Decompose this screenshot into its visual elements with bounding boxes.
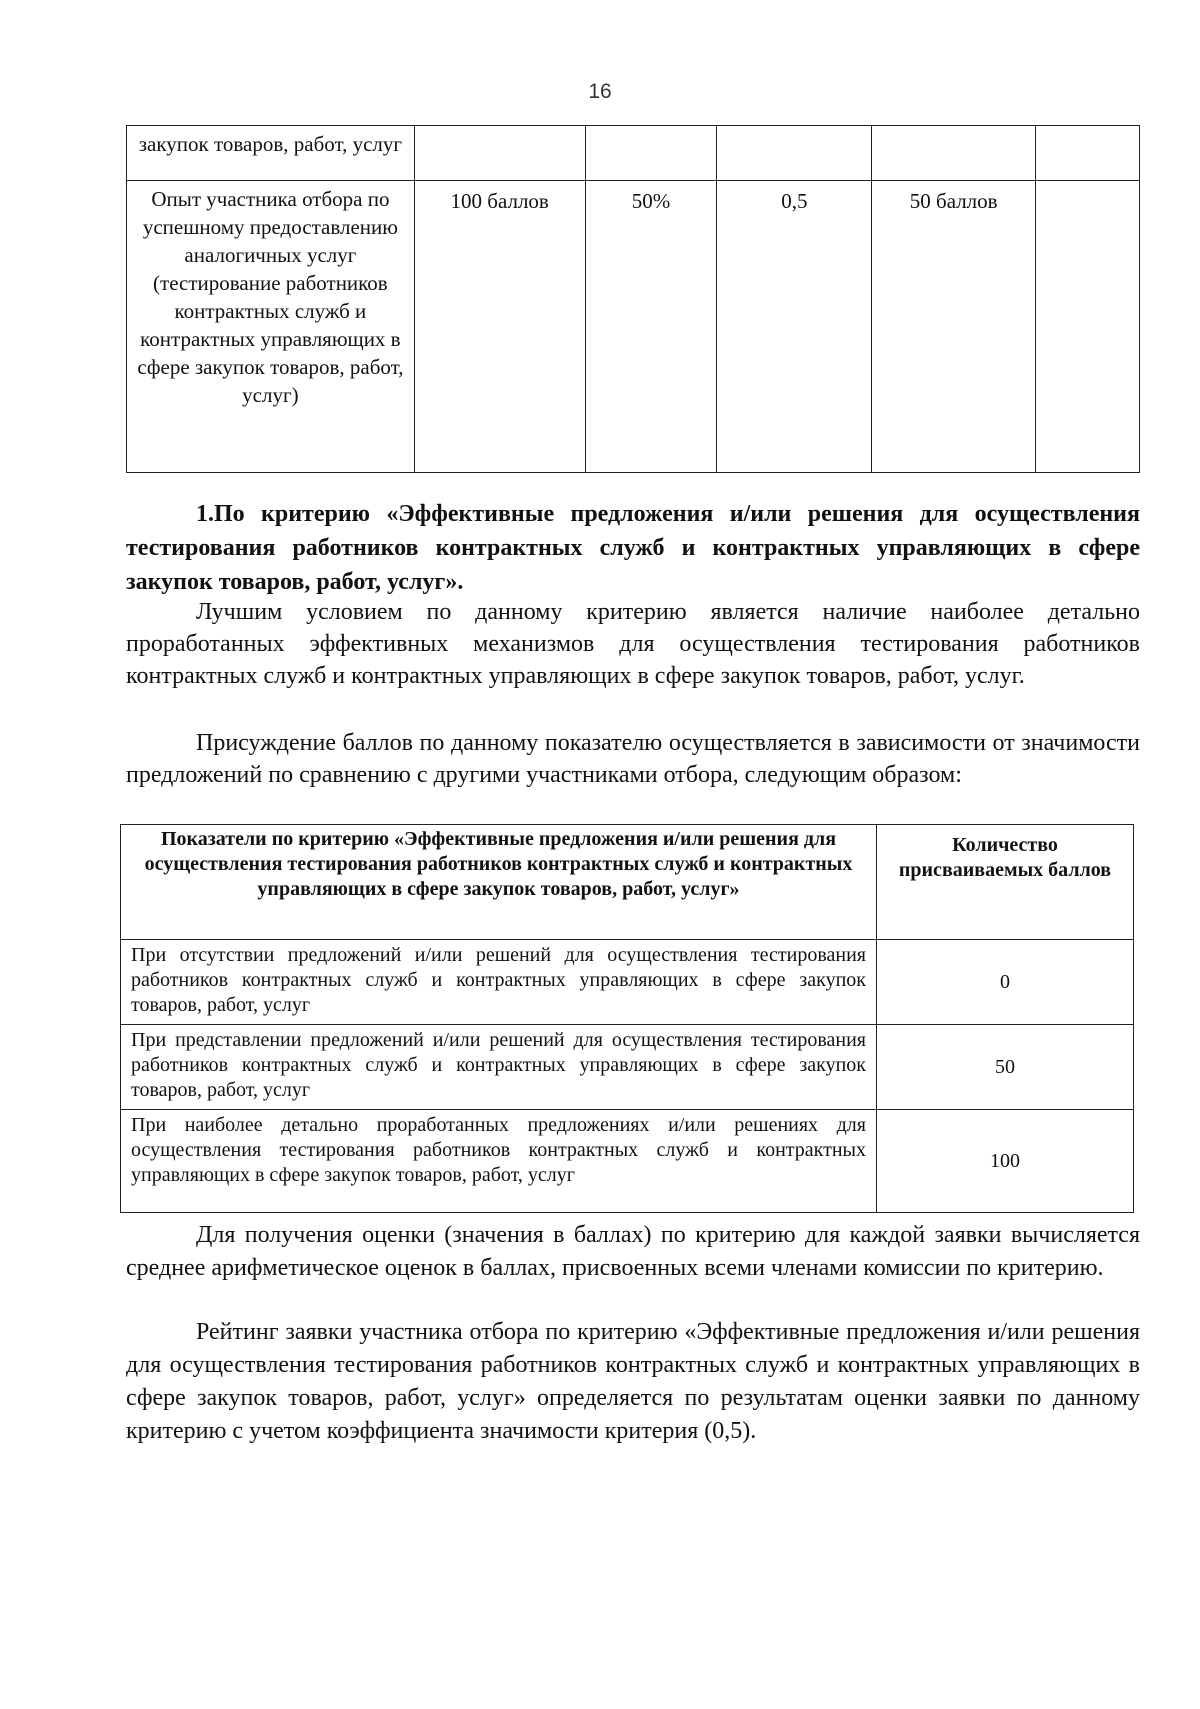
empty-cell <box>1036 181 1140 473</box>
indicator-header: Показатели по критерию «Эффективные предложения и/или решения для осуществления тестирования работников контрактных служб и контрактных управляющих в сфере закупок товаров, работ, услуг» <box>121 825 877 940</box>
indicator-description: При представлении предложений и/или решений для осуществления тестирования работников контрактных служб и контрактных управляющих в сфере закупок товаров, работ, услуг <box>121 1025 877 1110</box>
weight-percent-cell: 50% <box>585 181 717 473</box>
paragraph-rating: Рейтинг заявки участника отбора по критерию «Эффективные предложения и/или решения для осуществления тестирования работников контрактных служб и контрактных управляющих в сфере закупок товаров, работ, услуг» определяется по результатам оценки заявки по данному критерию с учетом коэффициента значимости критерия (0,5). <box>126 1319 1140 1444</box>
empty-cell <box>717 126 872 181</box>
points-value: 100 <box>877 1110 1134 1213</box>
table-row <box>127 126 1140 181</box>
table-row <box>127 181 1140 473</box>
section-heading: 1.По критерию «Эффективные предложения и/или решения для осуществления тестирования работников контрактных служб и контрактных управляющих в сфере закупок товаров, работ, услуг». <box>126 501 1140 595</box>
criterion-cell: Опыт участника отбора по успешному предоставлению аналогичных услуг (тестирование работников контрактных служб и контрактных управляющих в сфере закупок товаров, работ, услуг) <box>127 181 415 473</box>
criteria-table-continued <box>126 125 1140 473</box>
criterion-cell: закупок товаров, работ, услуг <box>127 126 415 181</box>
table-header-row <box>121 825 1134 940</box>
empty-cell <box>1036 126 1140 181</box>
indicator-description: При отсутствии предложений и/или решений для осуществления тестирования работников контрактных служб и контрактных управляющих в сфере закупок товаров, работ, услуг <box>121 940 877 1025</box>
page-number: 16 <box>588 80 612 103</box>
paragraph-scoring-intro: Присуждение баллов по данному показателю осуществляется в зависимости от значимости предложений по сравнению с другими участниками отбора, следующим образом: <box>126 730 1140 788</box>
coefficient-cell: 0,5 <box>717 181 872 473</box>
weighted-points-cell: 50 баллов <box>872 181 1036 473</box>
indicator-description: При наиболее детально проработанных предложениях и/или решениях для осуществления тестирования работников контрактных служб и контрактных управляющих в сфере закупок товаров, работ, услуг <box>121 1110 877 1213</box>
empty-cell <box>872 126 1036 181</box>
table-row <box>121 1025 1134 1110</box>
empty-cell <box>585 126 717 181</box>
table-row <box>121 940 1134 1025</box>
points-value: 50 <box>877 1025 1134 1110</box>
max-points-cell: 100 баллов <box>414 181 585 473</box>
table-row <box>121 1110 1134 1213</box>
paragraph-average-score: Для получения оценки (значения в баллах) по критерию для каждой заявки вычисляется среднее арифметическое оценок в баллах, присвоенных всеми членами комиссии по критерию. <box>126 1222 1140 1281</box>
scoring-table <box>120 824 1134 1213</box>
paragraph-best-condition: Лучшим условием по данному критерию является наличие наиболее детально проработанных эффективных механизмов для осуществления тестирования работников контрактных служб и контрактных управляющих в сфере закупок товаров, работ, услуг. <box>126 599 1140 689</box>
points-header: Количество присваиваемых баллов <box>877 825 1134 940</box>
points-value: 0 <box>877 940 1134 1025</box>
empty-cell <box>414 126 585 181</box>
